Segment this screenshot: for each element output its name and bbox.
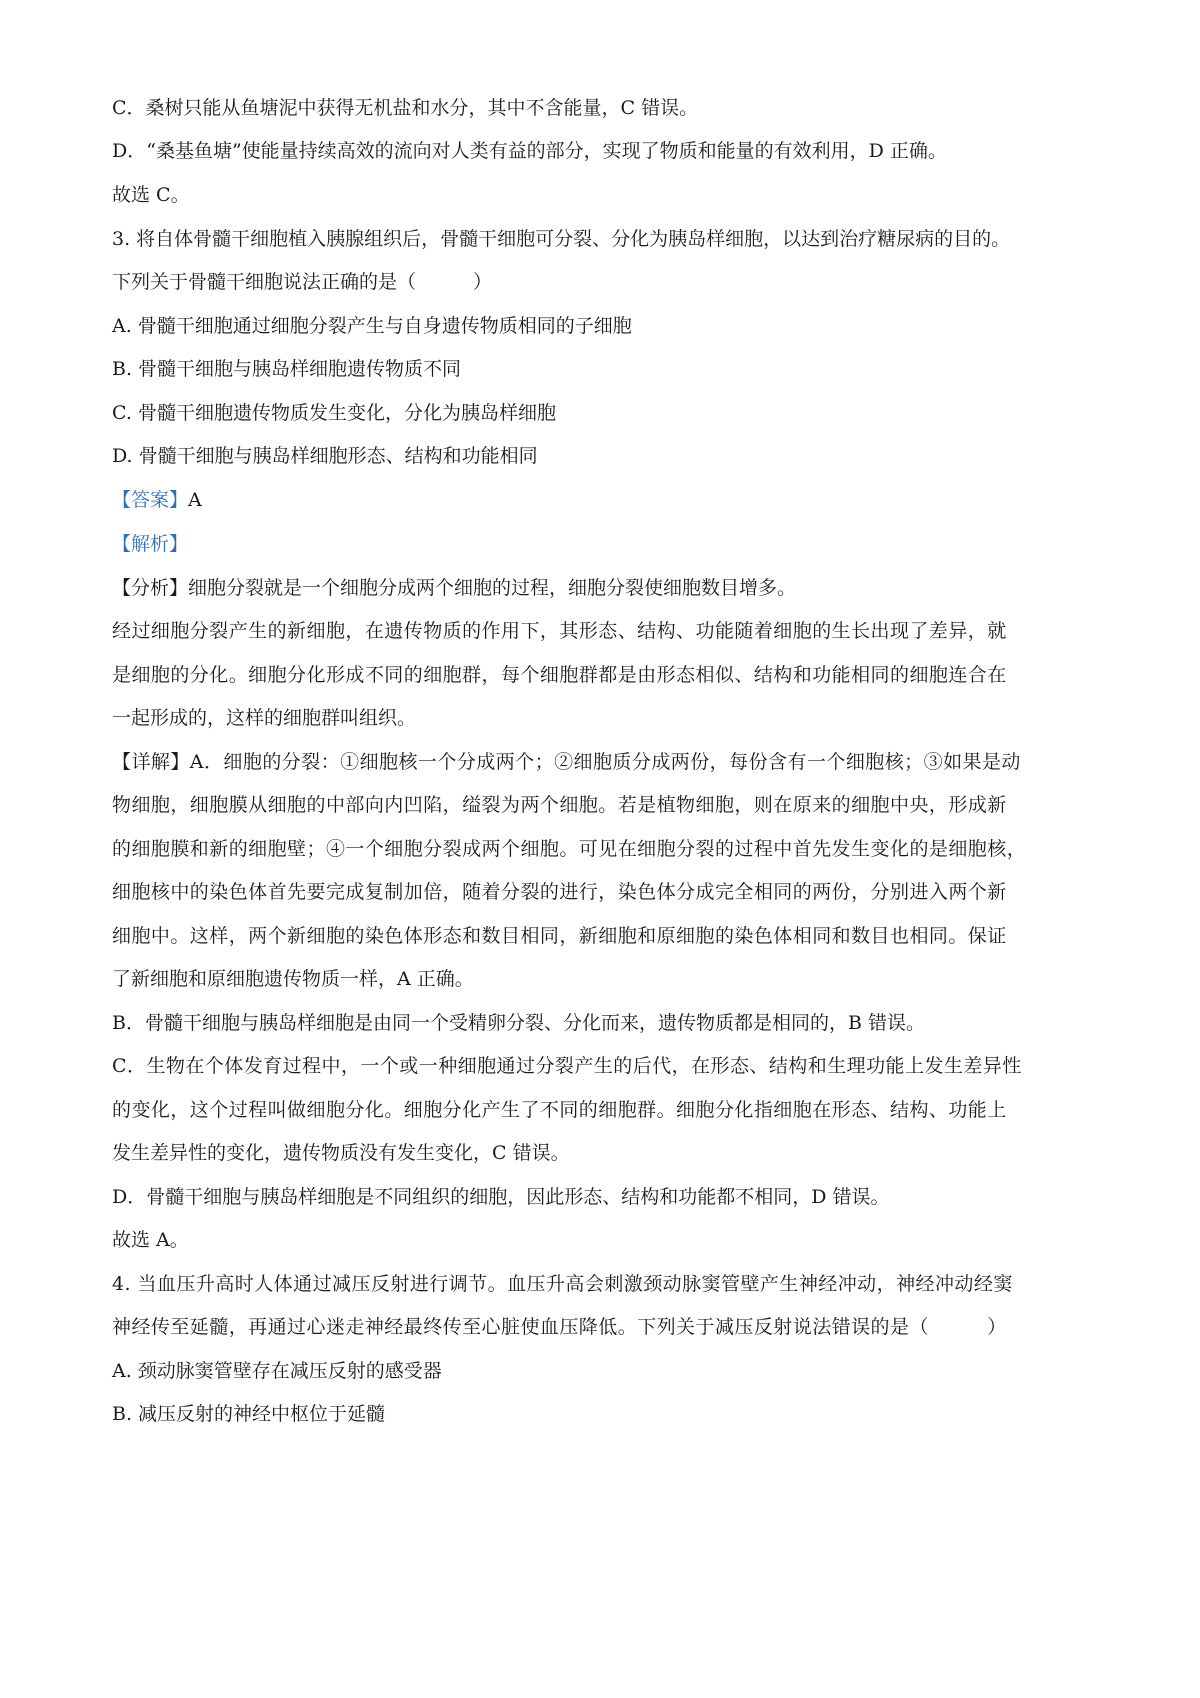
question-3-stem-cont: 下列关于骨髓干细胞说法正确的是（ ） [112,271,493,293]
question-4-option-a: A. 颈动脉窦管壁存在减压反射的感受器 [112,1360,442,1382]
option-d-prev-explanation: D．“桑基鱼塘”使能量持续高效的流向对人类有益的部分，实现了物质和能量的有效利用，D 正确。 [112,140,947,162]
detail-option-b: B．骨髓干细胞与胰岛样细胞是由同一个受精卵分裂、分化而来，遗传物质都是相同的，B 错误。 [112,1012,925,1034]
detail-line-6: 了新细胞和原细胞遗传物质一样，A 正确。 [112,968,474,990]
question-3-option-a: A. 骨髓干细胞通过细胞分裂产生与自身遗传物质相同的子细胞 [112,315,632,337]
detail-line-3: 的细胞膜和新的细胞壁；④一个细胞分裂成两个细胞。可见在细胞分裂的过程中首先发生变化的是细胞核， [112,838,1027,860]
answer-line [112,487,202,513]
analysis-line-4: 一起形成的，这样的细胞群叫组织。 [112,707,417,729]
detail-line-4: 细胞核中的染色体首先要完成复制加倍，随着分裂的进行，染色体分成完全相同的两份，分别进入两个新 [112,881,1007,903]
question-3-option-b: B. 骨髓干细胞与胰岛样细胞遗传物质不同 [112,358,462,380]
detail-option-c-2: 的变化，这个过程叫做细胞分化。细胞分化产生了不同的细胞群。细胞分化指细胞在形态、结构、功能上 [112,1099,1007,1121]
detail-line-1: 【详解】A．细胞的分裂：①细胞核一个分成两个；②细胞质分成两份，每份含有一个细胞核；③如果是动 [112,751,1021,773]
prev-choice: 故选 C。 [112,184,190,206]
analysis-line-1: 【分析】细胞分裂就是一个细胞分成两个细胞的过程，细胞分裂使细胞数目增多。 [112,577,797,599]
question-4-stem: 4. 当血压升高时人体通过减压反射进行调节。血压升高会刺激颈动脉窦管壁产生神经冲动，神经冲动经窦 [112,1273,1013,1295]
choice-line: 故选 A。 [112,1229,189,1251]
answer-value: A [188,489,202,511]
detail-option-d: D．骨髓干细胞与胰岛样细胞是不同组织的细胞，因此形态、结构和功能都不相同，D 错误。 [112,1186,890,1208]
detail-line-2: 物细胞，细胞膜从细胞的中部向内凹陷，缢裂为两个细胞。若是植物细胞，则在原来的细胞中央，形成新 [112,794,1007,816]
question-4-option-b: B. 减压反射的神经中枢位于延髓 [112,1403,386,1425]
option-c-prev-explanation: C．桑树只能从鱼塘泥中获得无机盐和水分，其中不含能量，C 错误。 [112,97,699,119]
detail-option-c-1: C．生物在个体发育过程中，一个或一种细胞通过分裂产生的后代，在形态、结构和生理功能上发生差异性 [112,1055,1022,1077]
question-3-option-c: C. 骨髓干细胞遗传物质发生变化，分化为胰岛样细胞 [112,402,556,424]
analysis-line-2: 经过细胞分裂产生的新细胞，在遗传物质的作用下，其形态、结构、功能随着细胞的生长出现了差异，就 [112,620,1007,642]
question-3-option-d: D. 骨髓干细胞与胰岛样细胞形态、结构和功能相同 [112,445,538,467]
detail-line-5: 细胞中。这样，两个新细胞的染色体形态和数目相同，新细胞和原细胞的染色体相同和数目也相同。保证 [112,925,1007,947]
question-3-stem: 3. 将自体骨髓干细胞植入胰腺组织后，骨髓干细胞可分裂、分化为胰岛样细胞，以达到治疗糖尿病的目的。 [112,228,1011,250]
analysis-line-3: 是细胞的分化。细胞分化形成不同的细胞群，每个细胞群都是由形态相似、结构和功能相同的细胞连合在 [112,664,1007,686]
detail-option-c-3: 发生差异性的变化，遗传物质没有发生变化，C 错误。 [112,1142,570,1164]
answer-label: 【答案】 [112,489,189,511]
analysis-heading: 【解析】 [112,533,189,555]
question-4-stem-cont: 神经传至延髓，再通过心迷走神经最终传至心脏使血压降低。下列关于减压反射说法错误的是（ ） [112,1316,1007,1338]
